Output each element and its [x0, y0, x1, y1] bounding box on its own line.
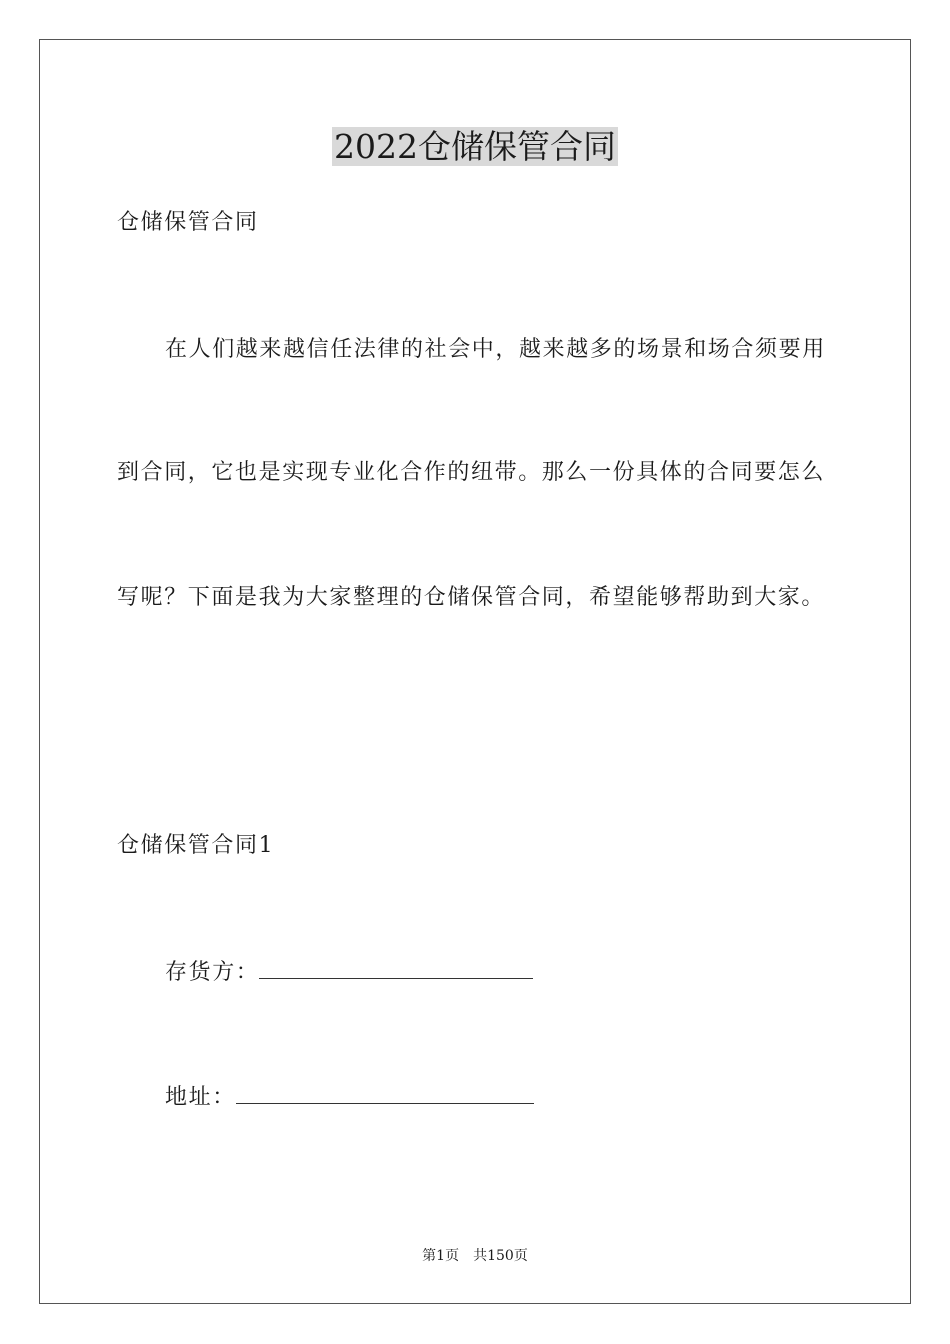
- depositor-field: [165, 956, 533, 988]
- page-footer: [0, 1246, 950, 1266]
- document-subtitle: 仓储保管合同: [117, 210, 259, 235]
- address-label: 地址：: [165, 1085, 236, 1110]
- page-total: 共150页: [473, 1248, 528, 1264]
- intro-line-2: 到合同，它也是实现专业化合作的纽带。那么一份具体的合同要怎么: [117, 460, 826, 485]
- section-heading: 仓储保管合同1: [117, 833, 275, 858]
- intro-line-3: 写呢？下面是我为大家整理的仓储保管合同，希望能够帮助到大家。: [117, 585, 826, 610]
- depositor-blank[interactable]: [259, 956, 533, 979]
- address-field: [165, 1081, 534, 1113]
- title-text: 2022仓储保管合同: [334, 127, 616, 166]
- address-blank[interactable]: [236, 1081, 534, 1104]
- page-number: 第1页: [422, 1248, 460, 1264]
- document-title: [0, 126, 950, 168]
- intro-line-1: 在人们越来越信任法律的社会中，越来越多的场景和场合须要用: [165, 337, 826, 362]
- depositor-label: 存货方：: [165, 960, 260, 985]
